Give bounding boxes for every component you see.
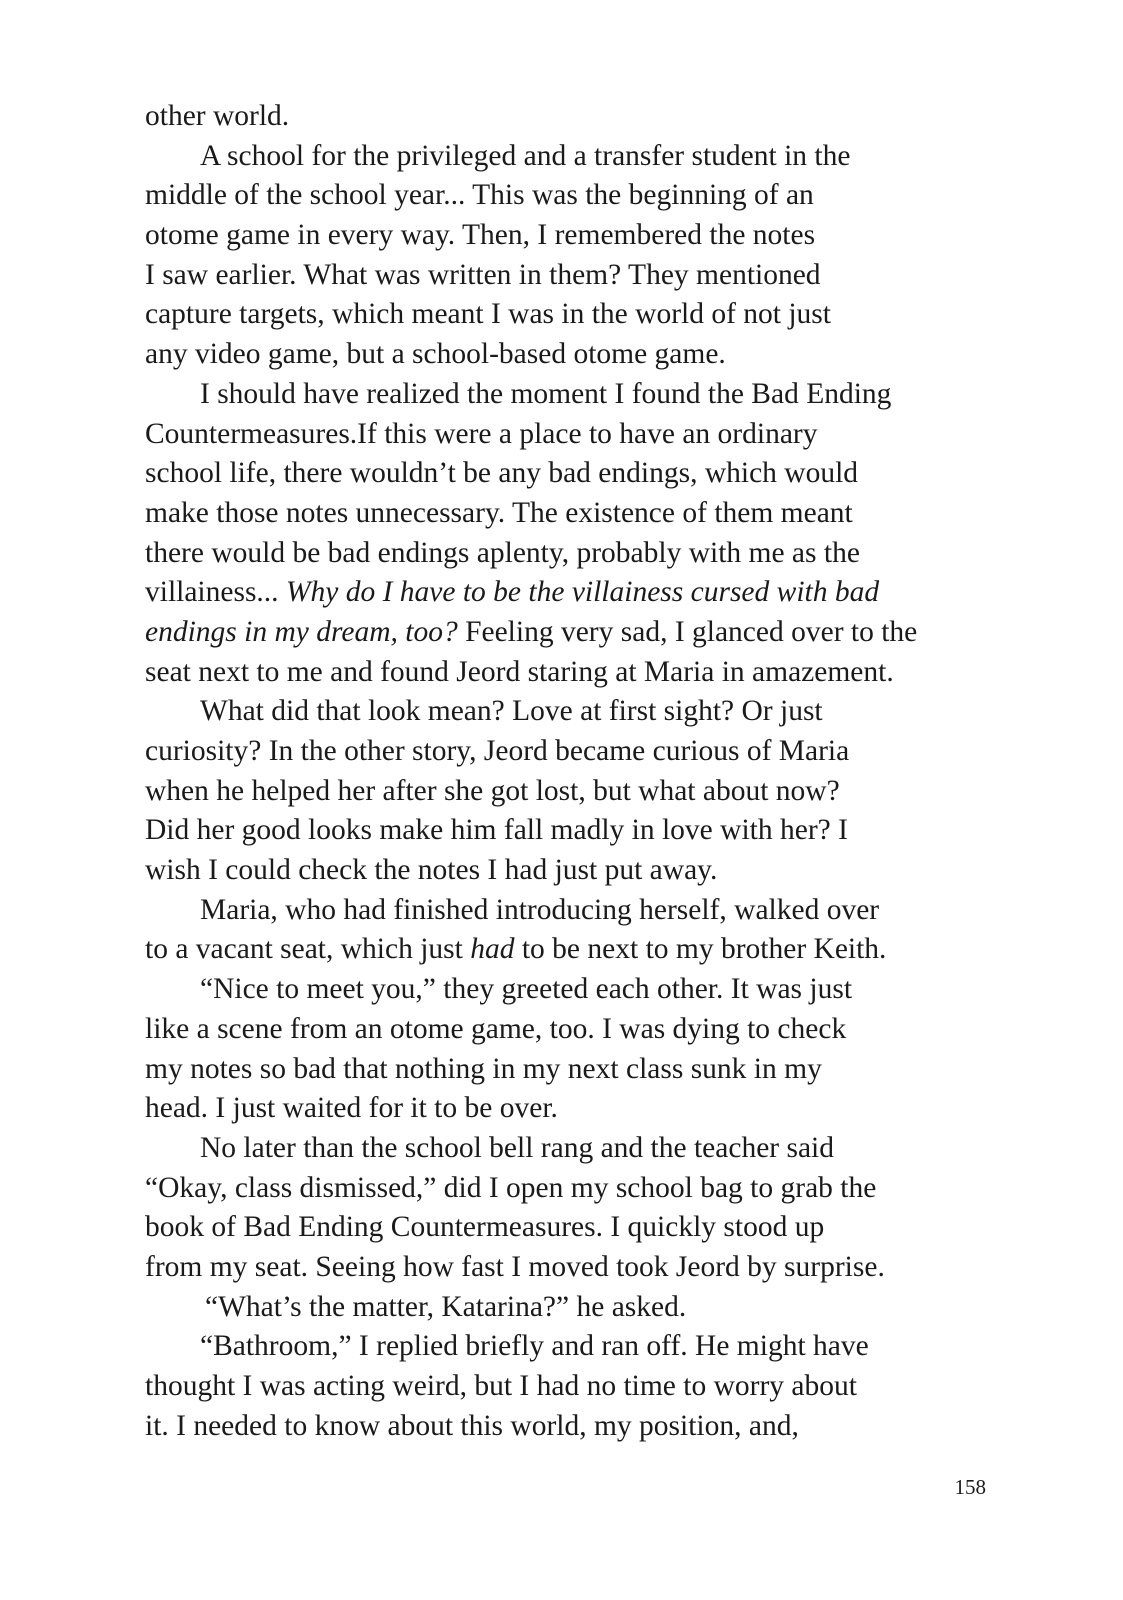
page-number: 158 xyxy=(954,1475,986,1499)
text-line: my notes so bad that nothing in my next class sunk in my xyxy=(145,1052,822,1085)
text-line: No later than the school bell rang and the teacher said xyxy=(200,1131,835,1164)
text-line: school life, there wouldn’t be any bad endings, which would xyxy=(145,457,859,490)
text-line: book of Bad Ending Countermeasures. I quickly stood up xyxy=(145,1211,825,1244)
text-line: “Nice to meet you,” they greeted each other. It was just xyxy=(200,973,853,1006)
text-line: any video game, but a school-based otome game. xyxy=(145,338,726,371)
text-line: from my seat. Seeing how fast I moved took Jeord by surprise. xyxy=(145,1250,885,1283)
text-line xyxy=(145,930,1005,970)
text-line: curiosity? In the other story, Jeord became curious of Maria xyxy=(145,735,850,767)
text-line: when he helped her after she got lost, but what about now? xyxy=(145,774,840,807)
text-run: villainess... xyxy=(145,576,286,609)
text-line: “What’s the matter, Katarina?” he asked. xyxy=(205,1290,687,1323)
text-line: head. I just waited for it to be over. xyxy=(145,1092,558,1125)
italic-run: Why do I have to be the villainess cursed with bad xyxy=(285,576,880,609)
text-line: capture targets, which meant I was in the world of not just xyxy=(145,298,831,331)
text-line: wish I could check the notes I had just put away. xyxy=(145,854,718,887)
text-line: Countermeasures.If this were a place to have an ordinary xyxy=(145,417,818,450)
text-line: it. I needed to know about this world, my position, and, xyxy=(145,1409,799,1442)
text-line: I should have realized the moment I found the Bad Ending xyxy=(200,377,892,410)
text-line xyxy=(145,613,1005,653)
text-line: I saw earlier. What was written in them? They mentioned xyxy=(145,258,821,291)
text-line xyxy=(145,573,1005,613)
page-body xyxy=(145,97,1005,1446)
text-line: seat next to me and found Jeord staring at Maria in amazement. xyxy=(145,655,894,688)
text-line: thought I was acting weird, but I had no time to worry about xyxy=(145,1370,857,1402)
text-line: other world. xyxy=(145,100,290,132)
text-line: there would be bad endings aplenty, probably with me as the xyxy=(145,536,860,569)
italic-run: had xyxy=(470,933,515,966)
text-line: like a scene from an otome game, too. I was dying to check xyxy=(145,1012,847,1045)
text-line: Maria, who had finished introducing herself, walked over xyxy=(200,893,880,926)
text-line: A school for the privileged and a transfer student in the xyxy=(200,139,851,172)
text-line: “Bathroom,” I replied briefly and ran off. He might have xyxy=(200,1330,869,1363)
text-run: Feeling very sad, I glanced over to the xyxy=(457,615,918,648)
text-line: otome game in every way. Then, I remembered the notes xyxy=(145,219,816,252)
text-line: “Okay, class dismissed,” did I open my school bag to grab the xyxy=(145,1171,877,1204)
italic-run: endings in my dream, too? xyxy=(145,615,458,648)
text-line: make those notes unnecessary. The existence of them meant xyxy=(145,496,853,529)
text-run: to a vacant seat, which just xyxy=(145,933,471,966)
text-line: middle of the school year... This was the beginning of an xyxy=(145,179,814,212)
text-run: to be next to my brother Keith. xyxy=(514,933,887,966)
text-line: Did her good looks make him fall madly in love with her? I xyxy=(145,814,848,847)
text-line: What did that look mean? Love at first sight? Or just xyxy=(200,695,823,728)
